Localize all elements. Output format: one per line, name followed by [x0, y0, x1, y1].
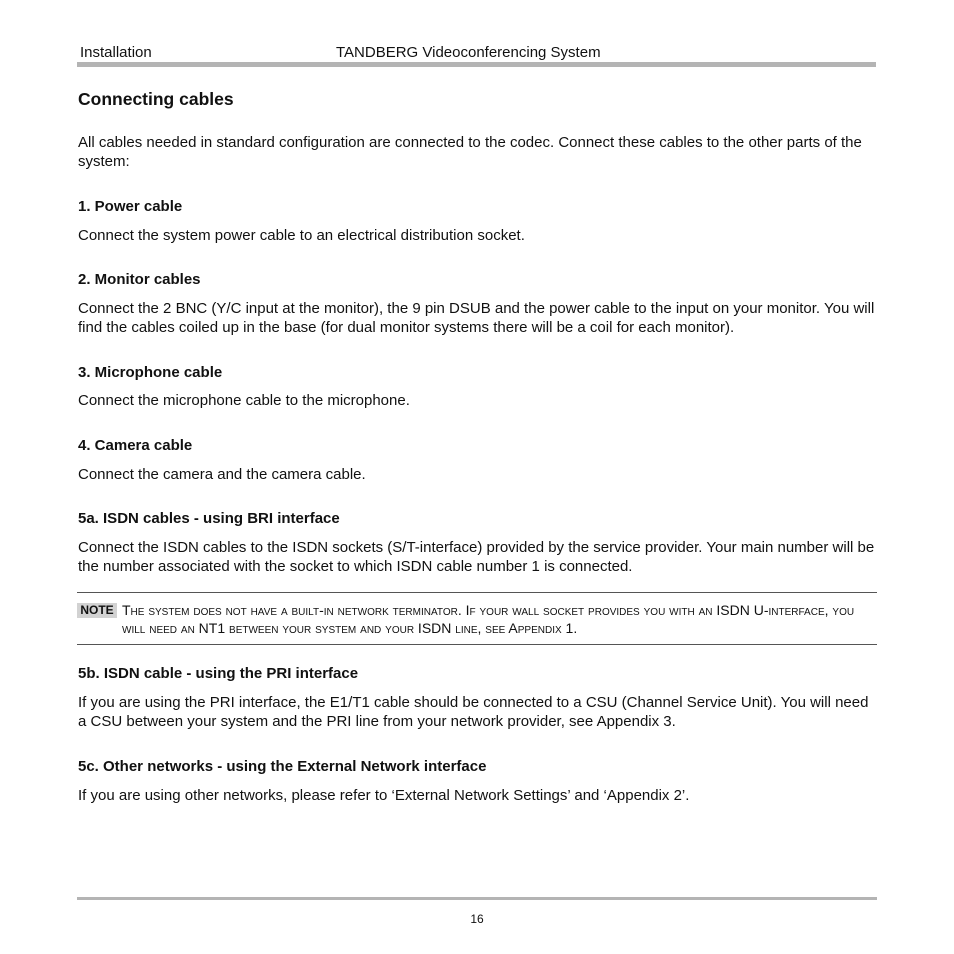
page-number: 16	[470, 912, 484, 926]
text-camera-cable: Connect the camera and the camera cable.	[78, 466, 366, 483]
header-section-label: Installation	[80, 44, 152, 61]
header-document-title: TANDBERG Videoconferencing System	[336, 44, 601, 61]
note-label: NOTE	[77, 603, 117, 618]
heading-other-networks: 5c. Other networks - using the External Network interface	[78, 758, 487, 775]
note-text: The system does not have a built-in network terminator. If your wall socket provides you with an ISDN U-interface, you will need an NT1 between your system and your ISDN line, see Appendix 1.	[122, 602, 855, 636]
heading-isdn-bri: 5a. ISDN cables - using BRI interface	[78, 510, 340, 527]
page-title: Connecting cables	[78, 89, 234, 109]
header-rule	[77, 62, 876, 67]
text-isdn-bri: Connect the ISDN cables to the ISDN sockets (S/T-interface) provided by the service provider. Your main number will be the number associated with the socket to which ISDN cable number 1 is connected.	[78, 539, 875, 575]
heading-power-cable: 1. Power cable	[78, 198, 183, 215]
note-top-rule	[77, 592, 877, 593]
heading-monitor-cables: 2. Monitor cables	[78, 271, 201, 288]
heading-microphone-cable: 3. Microphone cable	[78, 364, 223, 381]
text-isdn-pri: If you are using the PRI interface, the E1/T1 cable should be connected to a CSU (Channel Service Unit). You will need a CSU between your system and the PRI line from your network provider, see Appendix 3.	[78, 694, 869, 730]
text-monitor-cables: Connect the 2 BNC (Y/C input at the monitor), the 9 pin DSUB and the power cable to the input on your monitor. You will find the cables coiled up in the base (for dual monitor systems there will be a coil for each monitor).	[78, 300, 875, 336]
note-bottom-rule	[77, 644, 877, 645]
text-microphone-cable: Connect the microphone cable to the microphone.	[78, 392, 410, 409]
heading-isdn-pri: 5b. ISDN cable - using the PRI interface	[78, 665, 359, 682]
text-other-networks: If you are using other networks, please refer to ‘External Network Settings’ and ‘Appendix 2’.	[78, 787, 690, 804]
heading-camera-cable: 4. Camera cable	[78, 437, 193, 454]
footer-rule	[77, 897, 877, 900]
text-power-cable: Connect the system power cable to an electrical distribution socket.	[78, 227, 525, 244]
intro-paragraph: All cables needed in standard configuration are connected to the codec. Connect these cables to the other parts of the system:	[78, 134, 862, 170]
